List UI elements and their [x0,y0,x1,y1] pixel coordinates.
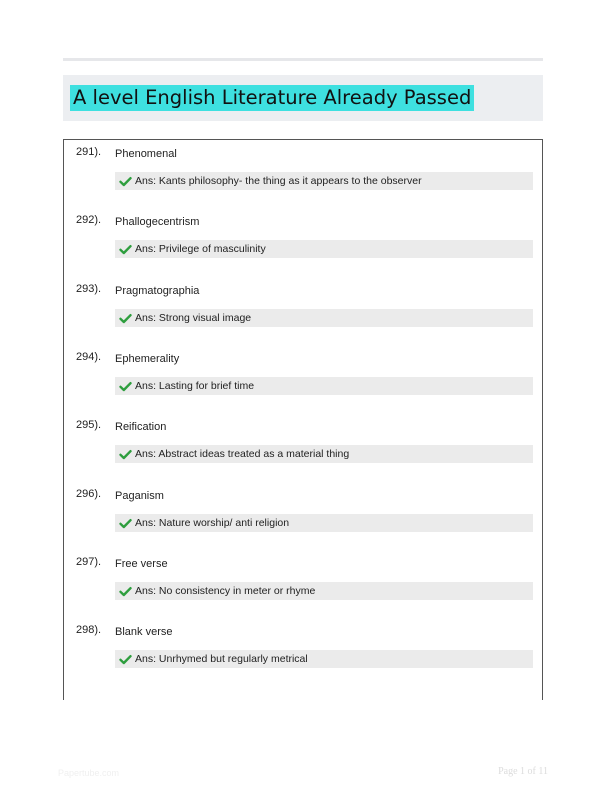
list-item [64,482,542,550]
answer-text: Ans: Nature worship/ anti religion [135,517,290,529]
checkmark-icon [119,243,132,256]
answer-text: Ans: Kants philosophy- the thing as it appears to the observer [135,175,422,187]
question-number: 295). [76,419,102,431]
checkmark-icon [119,517,132,530]
question-number: 296). [76,488,102,500]
question-term: Phenomenal [115,148,177,160]
question-number: 294). [76,351,102,363]
list-item [64,140,542,208]
answer-bar [115,172,533,190]
answer-bar [115,445,533,463]
answer-bar [115,240,533,258]
answer-text: Ans: Lasting for brief time [135,380,255,392]
list-item [64,618,542,686]
list-item [64,208,542,276]
answer-text: Ans: Strong visual image [135,312,252,324]
question-term: Paganism [115,490,164,502]
list-item [64,550,542,618]
answer-bar [115,377,533,395]
question-number: 298). [76,624,102,636]
question-term: Reification [115,421,167,433]
question-number: 292). [76,214,102,226]
answer-text: Ans: Unrhymed but regularly metrical [135,653,308,665]
qa-list [63,139,543,700]
top-rule [63,58,543,61]
page-title: A level English Literature Already Passed [70,85,474,111]
checkmark-icon [119,312,132,325]
question-term: Pragmatographia [115,285,200,297]
question-number: 297). [76,556,102,568]
list-item [64,277,542,345]
question-term: Ephemerality [115,353,180,365]
checkmark-icon [119,380,132,393]
list-item [64,413,542,481]
question-number: 291). [76,146,102,158]
answer-bar [115,514,533,532]
answer-bar [115,582,533,600]
answer-text: Ans: Abstract ideas treated as a material thing [135,448,350,460]
page-number: Page 1 of 11 [498,766,548,777]
answer-text: Ans: No consistency in meter or rhyme [135,585,316,597]
answer-bar [115,309,533,327]
checkmark-icon [119,448,132,461]
checkmark-icon [119,653,132,666]
question-term: Free verse [115,558,168,570]
checkmark-icon [119,175,132,188]
footer-site: Papertube.com [58,768,120,778]
question-term: Phallogecentrism [115,216,200,228]
answer-bar [115,650,533,668]
question-number: 293). [76,283,102,295]
list-item [64,345,542,413]
checkmark-icon [119,585,132,598]
question-term: Blank verse [115,626,173,638]
answer-text: Ans: Privilege of masculinity [135,243,266,255]
